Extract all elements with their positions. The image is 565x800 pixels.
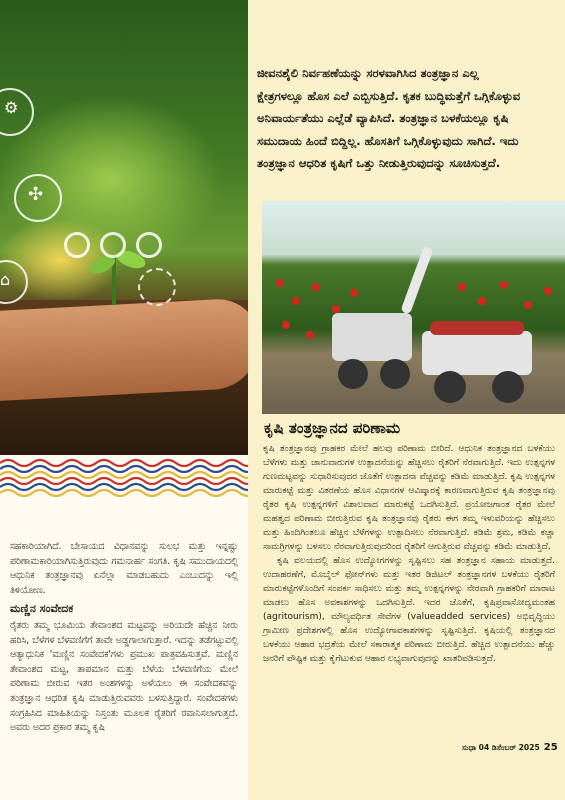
body-paragraph-2: ಕೃಷಿ ವಲಯದಲ್ಲಿ ಹೊಸ ಉದ್ಯೋಗಗಳನ್ನು ಸೃಷ್ಟಿಸಲು ಸಹ ತಂತ್ರಜ್ಞಾನ ಸಹಾಯ ಮಾಡುತ್ತದೆ. ಉದಾಹರಣೆಗೆ, ಮೊಬೈಲ್ ಫೋನ್‌ಗಳು ಮತ್ತು ಇತರ ಡಿಜಿಟಲ್ ತಂತ್ರಜ್ಞಾನಗಳ ಬಳಕೆಯು ರೈತರಿಗೆ ಮಾರುಕಟ್ಟೆಗಳೊಂದಿಗೆ ಸಂಪರ್ಕ ಸಾಧಿಸಲು ಮತ್ತು ತಮ್ಮ ಉತ್ಪನ್ನಗಳನ್ನು ನೇರವಾಗಿ ಗ್ರಾಹಕರಿಗೆ ಮಾರಾಟ ಮಾಡಲು ಹೊಸ ಅವಕಾಶಗಳನ್ನು ಒದಗಿಸುತ್ತಿದೆ. ಇದರ ಜೊತೆಗೆ, ಕೃಷಿಪ್ರವಾಸೋದ್ಯಮಂತಹ (agritourism), ಮೌಲ್ಯವರ್ಧಿತ ಸೇವೆಗಳ (valueadded services) ಅಭಿವೃದ್ಧಿಯು ಗ್ರಾಮೀಣ ಪ್ರದೇಶಗಳಲ್ಲಿ ಹೊಸ ಉದ್ಯೋಗಾವಕಾಶಗಳನ್ನು ಸೃಷ್ಟಿಸುತ್ತಿದೆ. ಕೃಷಿಯಲ್ಲಿ ತಂತ್ರಜ್ಞಾನದ ಬಳಕೆಯು ಆಹಾರ ಭದ್ರತೆಯ ಮೇಲೆ ಸಕಾರಾತ್ಮಕ ಪರಿಣಾಮ ಬೀರುತ್ತಿದೆ. ಹೆಚ್ಚಿದ ಉತ್ಪಾದನೆಯು ಹೆಚ್ಚು ಜನರಿಗೆ ಪೌಷ್ಟಿಕ ಮತ್ತು ಕೈಗೆಟುಕುವ ಆಹಾರ ಲಭ್ಯವಾಗುವುದನ್ನು ಖಾತರಿಪಡಿಸುತ್ತದೆ.	[263, 556, 555, 664]
section-heading: ಕೃಷಿ ತಂತ್ರಜ್ಞಾನದ ಪರಿಣಾಮ	[264, 419, 401, 437]
left-paragraph-1: ಸಹಕಾರಿಯಾಗಿದೆ. ಬೇಸಾಯದ ವಿಧಾನವನ್ನು ಸುಲಭ ಮತ್ತು ಇನ್ನಷ್ಟು ಪರಿಣಾಮಕಾರಿಯಾಗಿಸುತ್ತಿರುವುದು ಗಮನಾರ್ಹ ಸಂಗತಿ. ಕೃಷಿ ಸಮುದಾಯದಲ್ಲಿ ಆಧುನಿಕ ತಂತ್ರಜ್ಞಾನವು ಏನೆಲ್ಲಾ ಮಾಡಬಹುದು ಎಂಬುದನ್ನು ಇಲ್ಲಿ ತಿಳಿಯೋಣ.	[10, 541, 238, 596]
left-column	[0, 0, 248, 800]
page-folio	[462, 742, 558, 753]
robot-wheel	[492, 371, 524, 403]
decorative-waves	[0, 455, 248, 500]
left-subheading: ಮಣ್ಣಿನ ಸಂವೇದಕ	[10, 602, 74, 616]
hand-sprout-photo	[0, 0, 248, 455]
tomato-crate	[430, 321, 524, 335]
robot-wheel	[338, 359, 368, 389]
robot-arm	[400, 245, 433, 314]
target-ring-3	[136, 232, 162, 258]
windmill-glyph: ✣	[28, 184, 44, 205]
robot-arm-glyph: ⚙	[4, 98, 19, 117]
robot-cart-2	[422, 331, 532, 375]
robot-wheel	[434, 371, 466, 403]
article-body	[263, 442, 555, 666]
publication-date: ಸುಧಾ 04 ಡಿಸೆಂಬರ್ 2025	[462, 743, 540, 752]
barn-glyph: ⌂	[0, 270, 11, 289]
intro-paragraph: ಜೀವನಶೈಲಿ ನಿರ್ವಹಣೆಯನ್ನು ಸರಳವಾಗಿಸಿದ ತಂತ್ರಜ್ಞಾನ ಎಲ್ಲ ಕ್ಷೇತ್ರಗಳಲ್ಲೂ ಹೊಸ ಎಲೆ ಎಬ್ಬಿಸುತ್ತಿದೆ. ಕೃತಕ ಬುದ್ಧಿಮತ್ತೆಗೆ ಒಗ್ಗಿಕೊಳ್ಳುವ ಅನಿವಾರ್ಯತೆಯು ಎಲ್ಲೆಡೆ ವ್ಯಾಪಿಸಿದೆ. ತಂತ್ರಜ್ಞಾನ ಬಳಕೆಯಲ್ಲೂ ಕೃಷಿ ಸಮುದಾಯ ಹಿಂದೆ ಬಿದ್ದಿಲ್ಲ. ಹೊಸತಿಗೆ ಒಗ್ಗಿಕೊಳ್ಳುವುದು ಸಾಗಿದೆ. ಇದು ತಂತ್ರಜ್ಞಾನ ಆಧರಿತ ಕೃಷಿಗೆ ಒತ್ತು ನೀಡುತ್ತಿರುವುದನ್ನು ಸೂಚಿಸುತ್ತದೆ.	[257, 66, 521, 170]
page-number: 25	[543, 742, 558, 753]
farm-robot-photo	[262, 201, 565, 414]
hand-image	[0, 297, 248, 403]
gear-icon	[138, 268, 176, 306]
robot-wheel	[380, 359, 410, 389]
robot-cart-1	[332, 313, 412, 361]
left-paragraph-2: ರೈತರು ತಮ್ಮ ಭೂಮಿಯ ತೇವಾಂಶದ ಮಟ್ಟವನ್ನು ಅರಿಯದೇ ಹೆಚ್ಚಿನ ನೀರು ಹರಿಸಿ, ಬೆಳೆಗಳ ಬೆಳವಣಿಗೆಗೆ ತಾವೇ ಅಡ್ಡಗಾಲಾಗುತ್ತಾರೆ. ಇದನ್ನು ತಡೆಗಟ್ಟುವಲ್ಲಿ ಆತ್ಯಾಧುನಿಕ 'ಮಣ್ಣಿನ ಸಂವೇದಕ'ಗಳು ಪ್ರಮುಖ ಪಾತ್ರವಹಿಸುತ್ತವೆ. ಮಣ್ಣಿನ ತೇವಾಂಶದ ಮಟ್ಟ, ತಾಪಮಾನ ಮತ್ತು ಬೆಳೆಯ ಬೆಳವಣಿಗೆಯ ಮೇಲೆ ಪರಿಣಾಮ ಬೀರುವ ಇತರ ಅಂಶಗಳನ್ನು ಅಳೆಯಲು ಈ ಸಂವೇದಕವನ್ನು ತಂತ್ರಜ್ಞಾನ ಆಧರಿತ ಕೃಷಿ ಮಾಡುತ್ತಿರುವವರು ಬಳಸುತ್ತಿದ್ದಾರೆ. ಸಂವೇದಕಗಳು ಸಂಗ್ರಹಿಸಿದ ಮಾಹಿತಿಯನ್ನು ನಿಸ್ತಂತು ಮೂಲಕ ರೈತರಿಗೆ ರವಾನಿಸಲಾಗುತ್ತದೆ. ಅವರು ಅದರ ಪ್ರಕಾರ ತಮ್ಮ ಕೃಷಿ	[10, 619, 238, 734]
body-paragraph-1: ಕೃಷಿ ತಂತ್ರಜ್ಞಾನವು ಗ್ರಾಹಕರ ಮೇಲೆ ಹಲವು ಪರಿಣಾಮ ಬೀರಿದೆ. ಆಧುನಿಕ ತಂತ್ರಜ್ಞಾನದ ಬಳಕೆಯು ಬೆಳೆಗಳು ಮತ್ತು ಜಾನುವಾರುಗಳ ಉತ್ಪಾದನೆಯನ್ನು ಹೆಚ್ಚಿಸಲು ರೈತರಿಗೆ ನೆರವಾಗುತ್ತಿದೆ. ಇದು ಉತ್ಪನ್ನಗಳ ಗುಣಮಟ್ಟವನ್ನು ಸುಧಾರಿಸುವುದರ ಜೊತೆಗೆ ಉತ್ಪಾದನಾ ವೆಚ್ಚವನ್ನು ಕಡಿಮೆ ಮಾಡುತ್ತಿದೆ. ಕೃಷಿ ಉತ್ಪನ್ನಗಳ ಮಾರುಕಟ್ಟೆ ಮತ್ತು ವಿತರಣೆಯ ಹೊಸ ವಿಧಾನಗಳ ಆವಿಷ್ಕಾರಕ್ಕೆ ಕಾರಣವಾಗುತ್ತಿರುವ ಕೃಷಿ ತಂತ್ರಜ್ಞಾನವು ರೈತರ ಕೃಷಿ ಉತ್ಪನ್ನಗಳಿಗೆ ವಿಶಾಲವಾದ ಮಾರುಕಟ್ಟೆ ಒದಗಿಸುತ್ತಿದೆ. ಪ್ರಯೋಜಗಾಂತ ರೈತರ ಮೇಲೆ ಮಹತ್ವದ ಪರಿಣಾಮ ಬೀರುತ್ತಿರುವ ಕೃಷಿ ತಂತ್ರಜ್ಞಾನವು ರೈತರು ಈಗ ತಮ್ಮ ಇಳುವರಿಯನ್ನು ಹೆಚ್ಚಿಸಲು ಮತ್ತು ಹಿಂದಿಗಿಂತಲೂ ಹೆಚ್ಚಿನ ಬೆಳೆಗಳನ್ನು ಉತ್ಪಾದಿಸಲು ನೆರವಾಗುತ್ತಿದೆ. ಕಡಿಮೆ ಶ್ರಮ, ಕಡಿಮೆ ಕಚ್ಚಾ ಸಾಮಗ್ರಿಗಳನ್ನು ಬಳಸಲು ನೆರವಾಗುತ್ತಿರುವುದರಿಂದ ರೈತರಿಗೆ ಆಗುತ್ತಿರುವ ವೆಚ್ಚವನ್ನು ಕಡಿಮೆ ಮಾಡುತ್ತಿದೆ.	[263, 444, 555, 552]
left-column-text	[10, 540, 238, 736]
target-ring-1	[64, 232, 90, 258]
target-ring-2	[100, 232, 126, 258]
